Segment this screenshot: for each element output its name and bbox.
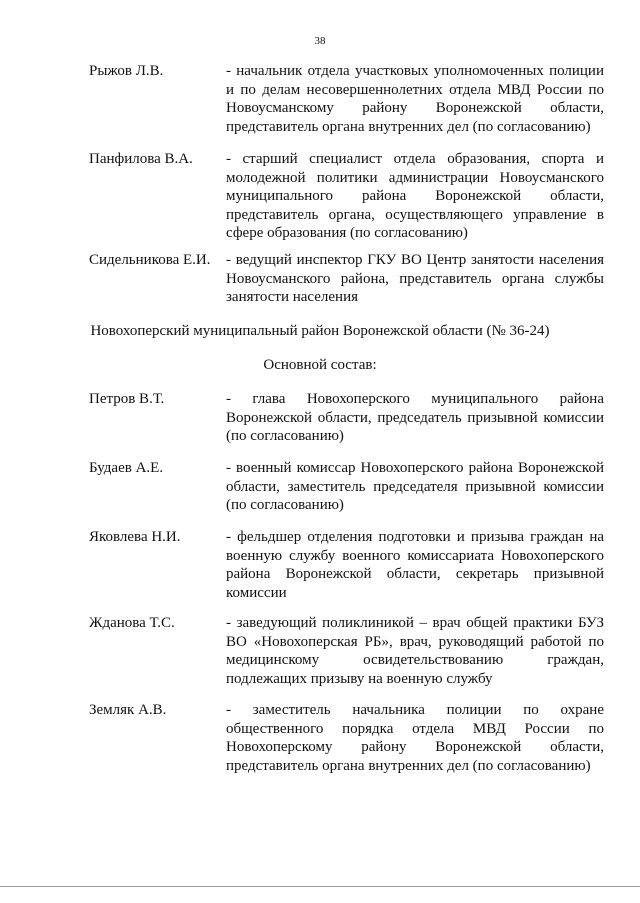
member-entry <box>89 614 604 688</box>
member-entry <box>89 150 604 243</box>
member-description: - начальник отдела участковых уполномоченных полиции и по делам несовершеннолетних отдела МВД России по Новоусманскому району Воронежской области, представитель органа внутренних дел (по согласованию) <box>226 63 604 135</box>
member-name: Сидельникова Е.И. <box>89 252 211 268</box>
member-description: - глава Новохоперского муниципального района Воронежской области, председатель призывной комиссии (по согласованию) <box>226 391 604 444</box>
page-number: 38 <box>314 35 326 47</box>
member-name: Панфилова В.А. <box>89 151 193 167</box>
member-description: - заместитель начальника полиции по охране общественного порядка отдела МВД России по Новохоперскому району Воронежской области, представитель органа внутренних дел (по согласованию) <box>226 702 604 774</box>
member-entry <box>89 251 604 307</box>
member-name: Рыжов Л.В. <box>89 63 164 79</box>
scan-edge-line <box>0 886 640 887</box>
member-name: Жданова Т.С. <box>89 615 175 631</box>
member-name: Земляк А.В. <box>89 702 167 718</box>
member-description: - фельдшер отделения подготовки и призыва граждан на военную службу военного комиссариата Новохоперского района Воронежской области, секретарь призывной комиссии <box>226 529 604 601</box>
member-entry <box>89 701 604 775</box>
member-entry <box>89 459 604 515</box>
member-entry <box>89 528 604 602</box>
subsection-heading: Основной состав: <box>263 357 377 373</box>
section-heading: Новохоперский муниципальный район Воронежской области (№ 36-24) <box>90 323 550 339</box>
member-entry <box>89 390 604 446</box>
member-name: Будаев А.Е. <box>89 460 164 476</box>
member-name: Петров В.Т. <box>89 391 165 407</box>
member-description: - ведущий инспектор ГКУ ВО Центр занятости населения Новоусманского района, представитель органа службы занятости населения <box>226 252 604 305</box>
member-description: - старший специалист отдела образования, спорта и молодежной политики администрации Новоусманского муниципального района Воронежской области, представитель органа, осуществляющего управление в сфере образования (по согласованию) <box>226 151 604 241</box>
member-name: Яковлева Н.И. <box>89 529 181 545</box>
member-description: - заведующий поликлиникой – врач общей практики БУЗ ВО «Новохоперская РБ», врач, руководящий работой по медицинскому освидетельствованию граждан, подлежащих призыву на военную службу <box>226 615 604 687</box>
member-entry <box>89 62 604 136</box>
member-description: - военный комиссар Новохоперского района Воронежской области, заместитель председателя призывной комиссии (по согласованию) <box>226 460 604 513</box>
